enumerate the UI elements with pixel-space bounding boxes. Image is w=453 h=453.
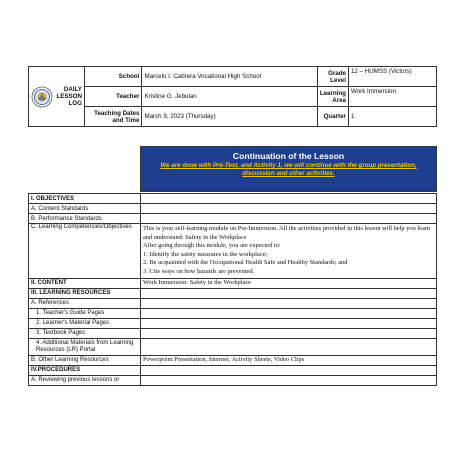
content-text: Work Immersion: Safety in the Workplace	[141, 278, 437, 288]
teachers-guide-value	[141, 308, 437, 318]
content-heading: II. CONTENT	[29, 278, 141, 288]
banner-subtitle: We are done with Pre-Test, and Activity 1, we will continue with the group presentation, discussion and other activities.	[160, 162, 417, 177]
content-standards-label: A. Content Standards	[29, 204, 141, 214]
lesson-log-header	[28, 66, 437, 127]
learning-area-label: Learning Area	[317, 87, 348, 107]
quarter-label: Quarter	[317, 107, 348, 127]
banner-title: Continuation of the Lesson	[232, 151, 345, 161]
learning-resources-value	[141, 288, 437, 298]
objectives-heading: I. OBJECTIVES	[29, 194, 141, 204]
grade-level-value: 12 – HUMSS (Victors)	[348, 67, 436, 87]
learning-resources-heading: III. LEARNING RESOURCES	[29, 288, 141, 298]
teachers-guide-label: 1. Teacher's Guide Pages	[29, 308, 141, 318]
reviewing-value	[141, 375, 437, 385]
textbook-pages-value	[141, 328, 437, 338]
content-standards-value	[141, 204, 437, 214]
other-resources-text: Powerpoint Presentation, Internet, Activity Sheets, Video Clips	[141, 355, 437, 365]
reviewing-label: A. Reviewing previous lessons or	[29, 375, 141, 385]
daily-lesson-log-title: DAILY LESSON LOG	[56, 86, 82, 107]
competencies-text: This is your self-learning module on Pre-Immersion. All the activities provided in this lesson will help you learn and understand: Safety in the Workplace After going through this module, you are expected to: 1. Identify the safety measures in the workplace; 2. Be acquainted with the Occupational Health Safe and Healthy Standards; and 3. Cite ways on how hazards are prevented.	[141, 224, 437, 279]
additional-materials-label: 4. Additional Materials from Learning Resources (LR) Portal	[29, 338, 141, 355]
learning-area-value: Work Immersion	[348, 87, 436, 107]
performance-standards-label: B. Performance Standards	[29, 214, 141, 224]
grade-level-label: Grade Level	[317, 67, 348, 87]
school-label: School	[84, 67, 142, 87]
competencies-label: C. Learning Competencies/Objectives	[29, 224, 141, 279]
textbook-pages-label: 3. Textbook Pages	[29, 328, 141, 338]
teacher-label: Teacher	[84, 87, 142, 107]
additional-materials-value	[141, 338, 437, 355]
teaching-dates-label: Teaching Dates and Time	[84, 107, 142, 127]
learners-material-label: 2. Learner's Material Pages	[29, 318, 141, 328]
procedures-value	[141, 365, 437, 375]
other-resources-label: B. Other Learning Resources	[29, 355, 141, 365]
references-value	[141, 298, 437, 308]
objectives-value	[141, 194, 437, 204]
teaching-dates-value: March 9, 2023 (Thursday)	[142, 107, 317, 127]
logo-cell	[29, 67, 85, 127]
references-label: A. References	[29, 298, 141, 308]
teacher-value: Kristine G. Jebulan	[142, 87, 317, 107]
quarter-value: 1	[348, 107, 436, 127]
procedures-heading: IV.PROCEDURES	[29, 365, 141, 375]
school-value: Marcelo I. Cabrera Vocational High School	[142, 67, 317, 87]
performance-standards-value	[141, 214, 437, 224]
learners-material-value	[141, 318, 437, 328]
deped-seal-icon	[31, 86, 53, 108]
continuation-banner	[140, 146, 437, 192]
lesson-log-body	[28, 193, 437, 386]
